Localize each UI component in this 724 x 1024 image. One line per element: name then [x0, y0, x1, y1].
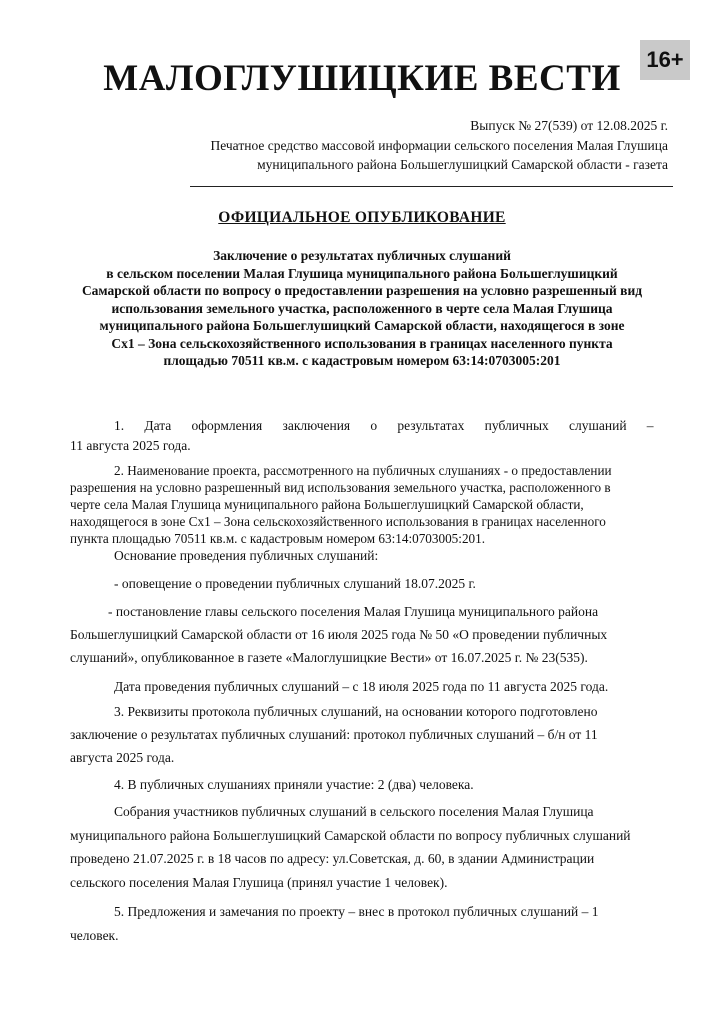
paragraph-line: заключение о результатах публичных слушаний: протокол публичных слушаний – б/н от 11 [70, 727, 598, 742]
age-rating-badge: 16+ [640, 40, 690, 80]
conclusion-title-line: Самарской области по вопросу о предоставлении разрешения на условно разрешенный вид [81, 283, 643, 298]
conclusion-title-line: в сельском поселении Малая Глушица муниципального района Большеглушицкий [106, 265, 618, 281]
outlet-description [210, 136, 668, 174]
paragraph-line: пункта площадью 70511 кв.м. с кадастровым номером 63:14:0703005:201. [70, 531, 486, 546]
issue-line: Выпуск № 27(539) от 12.08.2025 г. [470, 118, 668, 133]
paragraph-line: - постановление главы сельского поселения Малая Глушица муниципального района [108, 604, 599, 619]
conclusion-title-line: муниципального района Большеглушицкий Самарской области, находящегося в зоне [99, 318, 625, 333]
section-title: ОФИЦИАЛЬНОЕ ОПУБЛИКОВАНИЕ [218, 209, 506, 226]
paragraph-line: черте села Малая Глушица муниципального района Большеглушицкий Самарской области, [70, 497, 584, 512]
paragraph-item-3 [70, 700, 690, 769]
paragraph-item-5 [70, 900, 690, 948]
paragraph-line: находящегося в зоне Сх1 – Зона сельскохозяйственного использования в границах населенного [70, 514, 606, 529]
paragraph-line: 3. Реквизиты протокола публичных слушаний, на основании которого подготовлено [114, 704, 598, 719]
notice-item: - оповещение о проведении публичных слушаний 18.07.2025 г. [114, 576, 476, 591]
paragraph-item-2 [70, 462, 690, 547]
conclusion-title-line: использования земельного участка, расположенного в черте села Малая Глушица [111, 300, 613, 316]
resolution-item [70, 600, 690, 669]
outlet-line: Печатное средство массовой информации сельского поселения Малая Глушица [210, 138, 668, 153]
paragraph-line: проведено 21.07.2025 г. в 18 часов по адресу: ул.Советская, д. 60, в здании Администрации [70, 851, 595, 866]
basis-heading: Основание проведения публичных слушаний: [114, 548, 379, 563]
paragraph-line: сельского поселения Малая Глушица (принял участие 1 человек). [70, 874, 448, 890]
paragraph-line: человек. [70, 928, 119, 943]
newspaper-masthead: МАЛОГЛУШИЦКИЕ ВЕСТИ [103, 58, 621, 99]
paragraph-line: Большеглушицкий Самарской области от 16 июля 2025 года № 50 «О проведении публичных [70, 627, 608, 642]
conclusion-title-line: площадью 70511 кв.м. с кадастровым номером 63:14:0703005:201 [163, 353, 561, 368]
paragraph-line: Собрания участников публичных слушаний в сельского поселения Малая Глушица [114, 804, 594, 819]
paragraph-line: слушаний», опубликованное в газете «Малоглушицкие Вести» от 16.07.2025 г. № 23(535). [70, 650, 588, 665]
paragraph-line: августа 2025 года. [70, 750, 175, 765]
paragraph-item-4: 4. В публичных слушаниях приняли участие: 2 (два) человека. [114, 777, 474, 792]
paragraph-line: 1. Дата оформления заключения о результатах публичных слушаний – [114, 418, 654, 433]
outlet-line: муниципального района Большеглушицкий Самарской области - газета [257, 157, 668, 172]
paragraph-line: 2. Наименование проекта, рассмотренного на публичных слушаниях - о предоставлении [114, 463, 612, 478]
paragraph-item-1 [70, 416, 690, 456]
paragraph-line: муниципального района Большеглушицкий Самарской области по вопросу публичных слушаний [70, 827, 631, 843]
conclusion-title-line: Заключение о результатах публичных слушаний [213, 248, 511, 263]
meeting-paragraph [70, 800, 690, 894]
conclusion-title-line: Сх1 – Зона сельскохозяйственного использования в границах населенного пункта [111, 335, 613, 351]
conclusion-title [60, 247, 664, 370]
paragraph-line: 5. Предложения и замечания по проекту – внес в протокол публичных слушаний – 1 [114, 904, 599, 919]
paragraph-line: разрешения на условно разрешенный вид использования земельного участка, расположенного в [70, 480, 611, 495]
hearing-dates: Дата проведения публичных слушаний – с 18 июля 2025 года по 11 августа 2025 года. [114, 679, 609, 694]
paragraph-line: 11 августа 2025 года. [70, 438, 191, 453]
header-divider [190, 186, 673, 187]
